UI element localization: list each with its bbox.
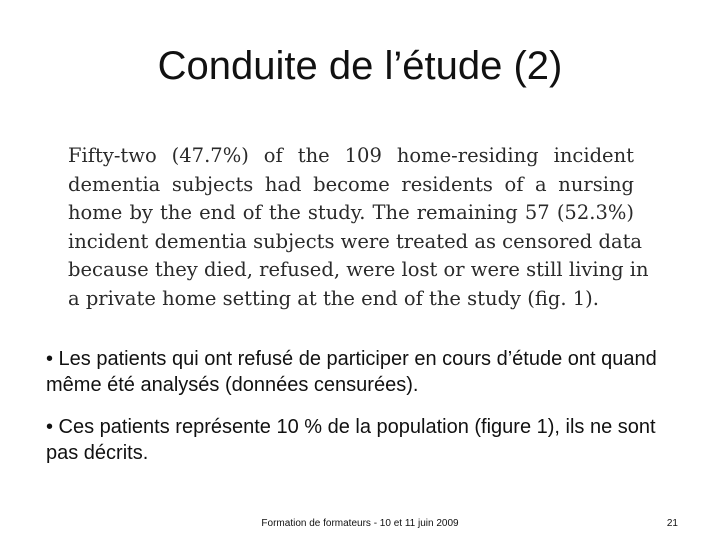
quote-line: because they died, refused, were lost or were still living in [68, 258, 649, 281]
bullet-point: • Les patients qui ont refusé de participer en cours d’étude ont quand même été analysés (données censurées). [46, 348, 657, 396]
bullet-list [46, 346, 686, 482]
quoted-excerpt [68, 142, 649, 313]
quote-line: home by the end of the study. The remaining 57 (52.3%) [68, 201, 634, 224]
quote-line: incident dementia subjects were treated as censored data [68, 229, 643, 253]
quote-line: Fifty-two (47.7%) of the 109 home-residing incident [68, 144, 634, 167]
slide-title: Conduite de l’étude (2) [157, 44, 563, 88]
page-number: 21 [666, 518, 678, 529]
slide-footer: Formation de formateurs - 10 et 11 juin 2009 [261, 518, 459, 529]
quote-line: a private home setting at the end of the study (fig. 1). [68, 286, 599, 310]
bullet-point: • Ces patients représente 10 % de la population (figure 1), ils ne sont pas décrits. [46, 416, 656, 464]
quote-line: dementia subjects had become residents of a nursing [68, 172, 634, 196]
